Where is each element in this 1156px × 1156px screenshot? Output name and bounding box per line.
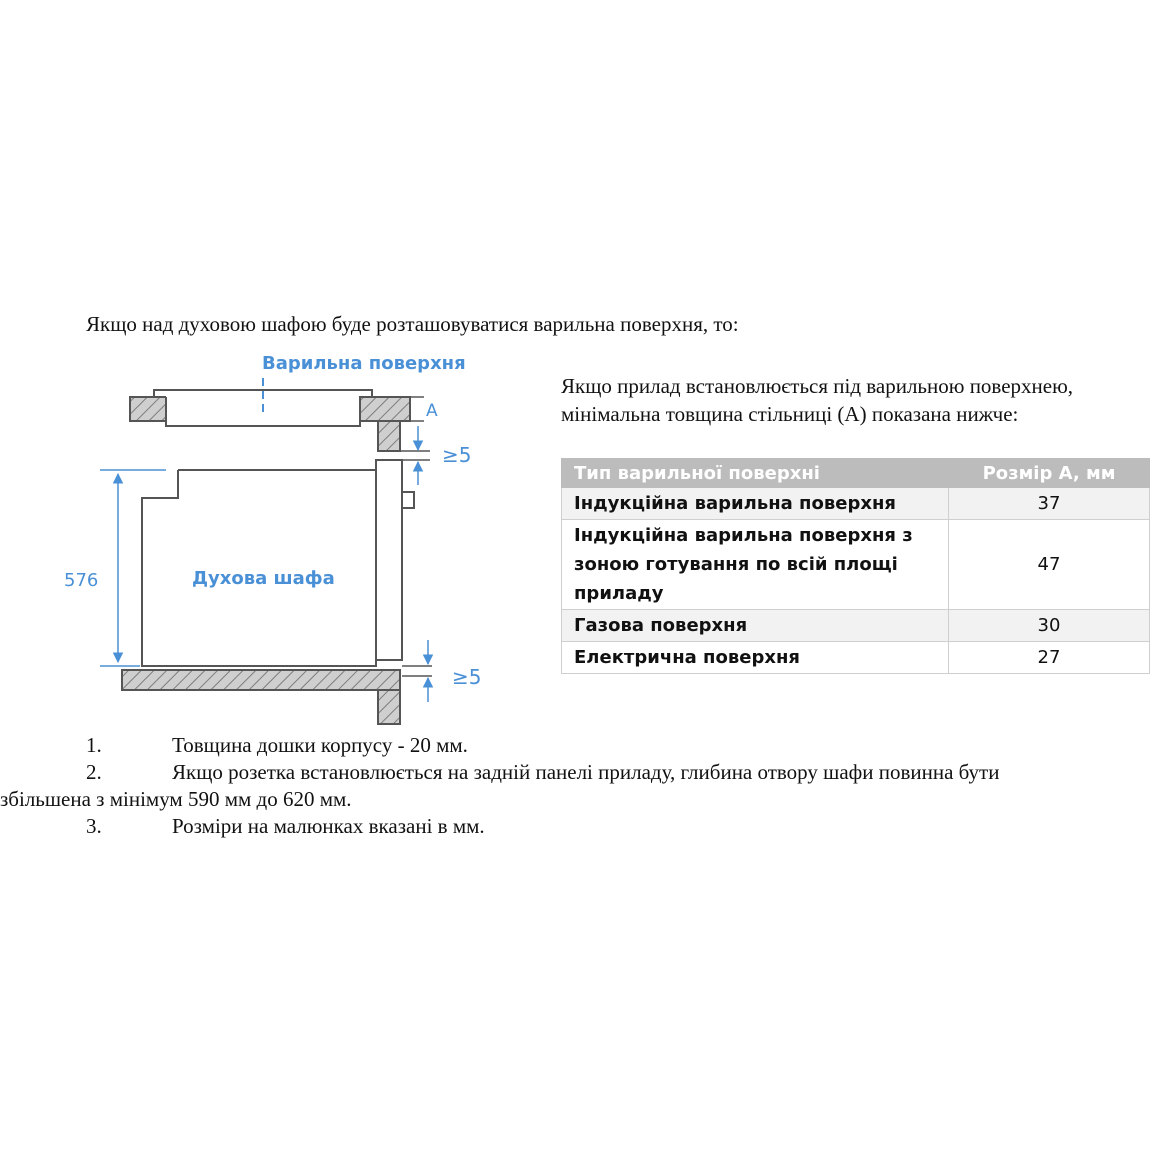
note-text-continuation: збільшена з мінімум 590 мм до 620 мм.	[0, 787, 352, 811]
table-header-row	[562, 459, 1150, 488]
row-size: 37	[949, 488, 1150, 520]
shelf-bottom	[122, 670, 400, 690]
dim-a-label: A	[426, 401, 438, 421]
row-type: Індукційна варильна поверхня	[562, 488, 949, 520]
intro-text: Якщо над духовою шафою буде розташовуватися варильна поверхня, то:	[86, 312, 739, 336]
note-text: Якщо розетка встановлюється на задній панелі приладу, глибина отвору шафи повинна бути	[172, 760, 1000, 784]
side-note-line-2: мінімальна товщина стільниці (A) показана нижче:	[561, 402, 1019, 426]
note-text: Розміри на малюнках вказані в мм.	[172, 814, 485, 838]
gap-bottom-label: ≥5	[452, 665, 482, 689]
row-type: Електрична поверхня	[562, 642, 949, 674]
side-note	[561, 372, 1073, 428]
worktop-right	[358, 397, 410, 421]
table-row	[562, 610, 1150, 642]
side-panel-top	[378, 421, 400, 451]
row-size: 30	[949, 610, 1150, 642]
oven-front	[376, 460, 402, 660]
note-item	[0, 759, 1150, 786]
note-number: 1.	[86, 733, 102, 757]
worktop-left	[130, 397, 166, 421]
table-row	[562, 488, 1150, 520]
installation-diagram	[0, 340, 520, 740]
hob-label: Варильна поверхня	[262, 353, 466, 374]
row-type: Індукційна варильна поверхня з зоною готування по всій площі приладу	[562, 520, 949, 610]
note-text: Товщина дошки корпусу - 20 мм.	[172, 733, 468, 757]
table-row	[562, 642, 1150, 674]
oven-handle	[402, 492, 414, 508]
header-size: Розмір A, мм	[949, 459, 1150, 488]
side-note-line-1: Якщо прилад встановлюється під варильною поверхнею,	[561, 374, 1074, 398]
table-row	[562, 520, 1150, 610]
notes-list	[0, 732, 1150, 840]
row-size: 27	[949, 642, 1150, 674]
row-size: 47	[949, 520, 1150, 610]
row-type: Газова поверхня	[562, 610, 949, 642]
gap-top-label: ≥5	[442, 443, 472, 467]
note-item	[0, 813, 1150, 840]
oven-label: Духова шафа	[192, 568, 335, 589]
hob-size-table	[561, 458, 1150, 674]
dim-height-label: 576	[64, 570, 99, 591]
note-number: 2.	[86, 760, 102, 784]
header-type: Тип варильної поверхні	[562, 459, 949, 488]
note-item	[0, 732, 1150, 759]
note-number: 3.	[86, 814, 102, 838]
note-item-continuation	[0, 786, 1150, 813]
side-panel-bottom	[378, 690, 400, 724]
